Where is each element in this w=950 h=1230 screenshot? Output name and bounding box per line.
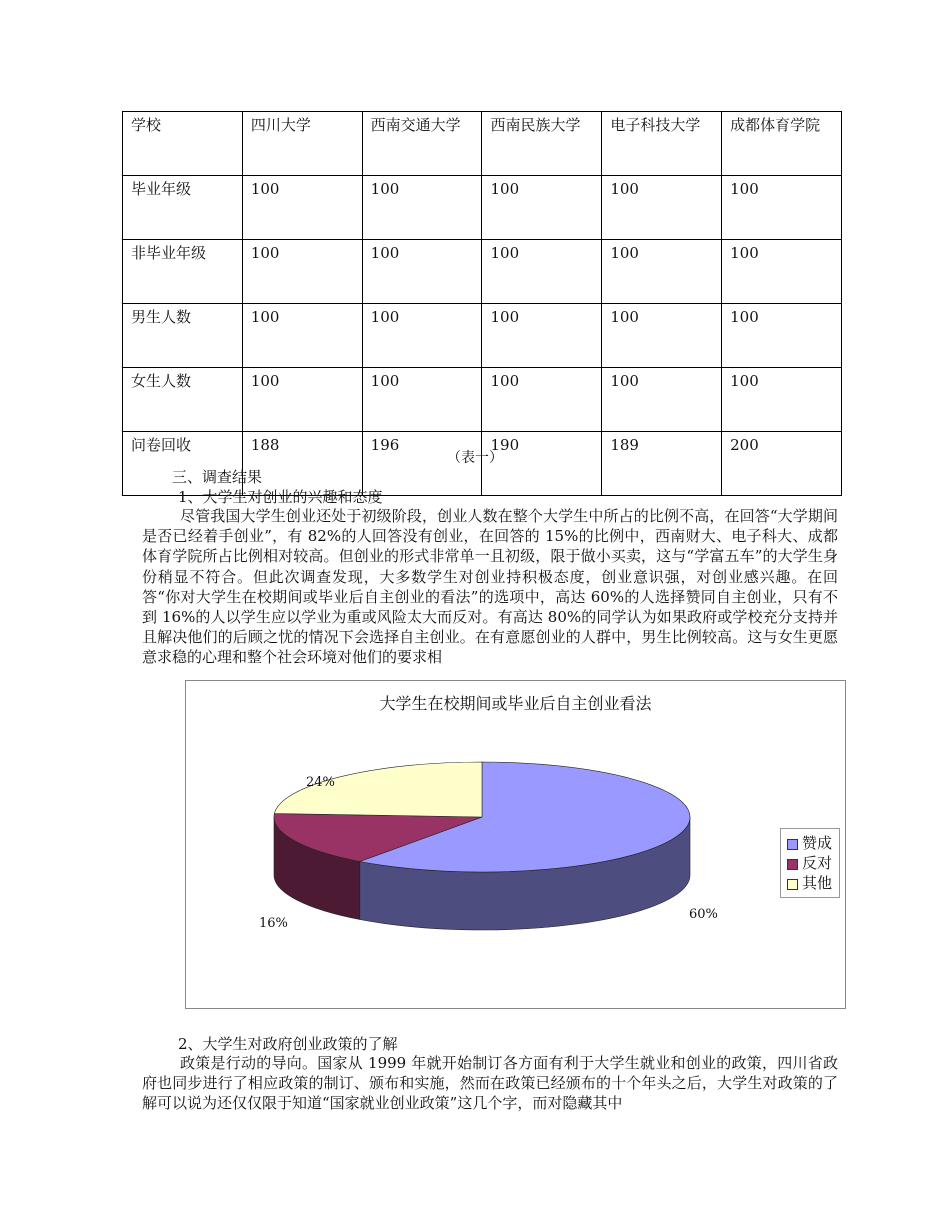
table-cell: 100	[242, 240, 362, 304]
table-row	[123, 112, 842, 176]
table-cell: 100	[722, 368, 842, 432]
table-row	[123, 304, 842, 368]
table-cell: 100	[482, 176, 602, 240]
legend-swatch	[787, 879, 798, 890]
table-cell: 100	[362, 304, 482, 368]
legend-item-oppose	[787, 853, 832, 873]
chart-legend	[780, 828, 840, 898]
table-cell: 100	[362, 240, 482, 304]
table-cell: 196	[362, 432, 482, 496]
table-cell: 100	[362, 176, 482, 240]
table-cell: 100	[722, 176, 842, 240]
table-cell: 100	[482, 240, 602, 304]
table-row	[123, 240, 842, 304]
legend-swatch	[787, 839, 798, 850]
table-cell: 200	[722, 432, 842, 496]
legend-label: 赞成	[802, 834, 833, 852]
pie-chart-svg	[186, 681, 845, 1008]
subheading-interest: 1、大学生对创业的兴趣和态度	[178, 488, 383, 506]
section-heading: 三、调查结果	[172, 468, 263, 486]
table-row	[123, 176, 842, 240]
table-row	[123, 368, 842, 432]
table-cell: 100	[602, 240, 722, 304]
table-cell: 非毕业年级	[123, 240, 243, 304]
table-cell: 100	[482, 368, 602, 432]
table-header-cell: 西南民族大学	[482, 112, 602, 176]
table-cell: 100	[602, 176, 722, 240]
table-cell: 100	[242, 368, 362, 432]
data-label-oppose: 16%	[259, 916, 288, 931]
legend-item-approve	[787, 833, 832, 853]
table-header-cell: 西南交通大学	[362, 112, 482, 176]
paragraph-policy: 政策是行动的导向。国家从 1999 年就开始制订各方面有利于大学生就业和创业的政策，四川省政府也同步进行了相应政策的制订、颁布和实施，然而在政策已经颁布的十个年头之后，大学生对政策的了解可以说为还仅仅限于知道“国家就业创业政策”这几个字，而对隐藏其中	[142, 1054, 838, 1113]
table-cell: 100	[482, 304, 602, 368]
legend-label: 其他	[802, 874, 833, 892]
table-header-cell: 成都体育学院	[722, 112, 842, 176]
table-cell: 毕业年级	[123, 176, 243, 240]
table-header-cell: 电子科技大学	[602, 112, 722, 176]
pie-chart	[185, 680, 846, 1009]
subheading-policy: 2、大学生对政府创业政策的了解	[178, 1035, 398, 1053]
table-cell: 190	[482, 432, 602, 496]
table-cell: 100	[602, 368, 722, 432]
table-cell: 100	[242, 304, 362, 368]
paragraph-interest: 尽管我国大学生创业还处于初级阶段，创业人数在整个大学生中所占的比例不高，在回答“大学期间是否已经着手创业”，有 82%的人回答没有创业，在回答的 15%的比例中，西南财大、电子科大、成都体育学院所占比例相对较高。但创业的形式非常单一且初级，限于做小买卖，这与“学富五车”的大学生身份稍显不符合。但此次调查发现，大多数学生对创业持积极态度，创业意识强，对创业感兴趣。在回答“你对大学生在校期间或毕业后自主创业的看法”的选项中，高达 60%的人选择赞同自主创业，只有不到 16%的人以学生应以学业为重或风险太大而反对。有高达 80%的同学认为如果政府或学校充分支持并且解决他们的后顾之忧的情况下会选择自主创业。在有意愿创业的人群中，男生比例较高。这与女生更愿意求稳的心理和整个社会环境对他们的要求相	[142, 507, 838, 667]
table-cell: 189	[602, 432, 722, 496]
legend-item-other	[787, 873, 832, 893]
survey-table	[122, 111, 842, 496]
chart-title: 大学生在校期间或毕业后自主创业看法	[379, 694, 652, 713]
table-cell: 100	[722, 304, 842, 368]
table-header-cell: 学校	[123, 112, 243, 176]
table-cell: 女生人数	[123, 368, 243, 432]
table-cell: 100	[602, 304, 722, 368]
legend-swatch	[787, 859, 798, 870]
table-cell: 100	[242, 176, 362, 240]
table-cell: 100	[722, 240, 842, 304]
data-label-other: 24%	[306, 775, 335, 790]
table-header-cell: 四川大学	[242, 112, 362, 176]
legend-label: 反对	[802, 854, 833, 872]
table-cell: 188	[242, 432, 362, 496]
table-cell: 100	[362, 368, 482, 432]
table-caption: （表一）	[447, 450, 503, 466]
table-cell: 男生人数	[123, 304, 243, 368]
data-label-approve: 60%	[689, 907, 718, 922]
table-cell: 问卷回收	[123, 432, 243, 496]
